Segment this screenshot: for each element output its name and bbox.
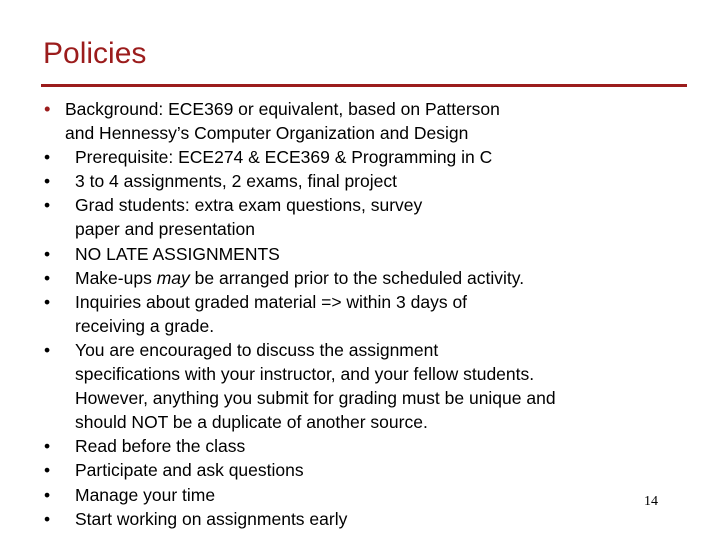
- bullet-item-participate: [44, 458, 556, 482]
- bullet-text-emphasis: may: [156, 267, 190, 288]
- bullet-item-no-late: [44, 242, 556, 266]
- bullet-text-continuation: should NOT be a duplicate of another source.: [75, 412, 428, 433]
- title-underline: [41, 84, 687, 87]
- bullet-icon: •: [44, 243, 51, 264]
- bullet-text: Inquiries about graded material => within 3 days of: [75, 291, 468, 312]
- bullet-item-inquiries: [44, 290, 556, 338]
- bullet-item-prerequisite: [44, 145, 556, 169]
- bullet-item-background: [44, 97, 556, 145]
- slide-title: Policies: [43, 37, 147, 70]
- bullet-icon: •: [44, 147, 51, 168]
- bullet-text-pre: Make-ups: [75, 267, 157, 288]
- page-number: 14: [644, 494, 658, 509]
- bullet-list: [44, 97, 556, 531]
- bullet-text: 3 to 4 assignments, 2 exams, final project: [75, 171, 397, 192]
- bullet-text: Start working on assignments early: [75, 508, 348, 529]
- bullet-item-manage-time: [44, 483, 556, 507]
- bullet-icon: •: [44, 171, 51, 192]
- bullet-item-read: [44, 434, 556, 458]
- bullet-text: You are encouraged to discuss the assignment: [75, 339, 439, 360]
- bullet-icon: •: [44, 291, 51, 312]
- bullet-text: Participate and ask questions: [75, 460, 304, 481]
- bullet-item-make-ups: [44, 266, 556, 290]
- bullet-icon: •: [44, 98, 51, 119]
- bullet-icon: •: [44, 267, 51, 288]
- bullet-icon: •: [44, 436, 51, 457]
- bullet-text-continuation: and Hennessy’s Computer Organization and Design: [65, 123, 469, 144]
- bullet-icon: •: [44, 460, 51, 481]
- bullet-text: Prerequisite: ECE274 & ECE369 & Programming in C: [75, 147, 493, 168]
- bullet-item-encouraged: [44, 338, 556, 434]
- bullet-text-post: be arranged prior to the scheduled activity.: [189, 267, 525, 288]
- bullet-item-assignments: [44, 169, 556, 193]
- bullet-item-start-early: [44, 507, 556, 531]
- bullet-icon: •: [44, 484, 51, 505]
- bullet-text-continuation: specifications with your instructor, and your fellow students.: [75, 364, 535, 385]
- bullet-text: Manage your time: [75, 484, 216, 505]
- bullet-text: Grad students: extra exam questions, survey: [75, 195, 423, 216]
- bullet-icon: •: [44, 508, 51, 529]
- bullet-text-continuation: receiving a grade.: [75, 315, 215, 336]
- bullet-text: NO LATE ASSIGNMENTS: [75, 243, 280, 264]
- bullet-icon: •: [44, 195, 51, 216]
- bullet-text: Read before the class: [75, 436, 246, 457]
- bullet-text: Background: ECE369 or equivalent, based on Patterson: [65, 99, 500, 119]
- bullet-item-grad-students: [44, 193, 556, 241]
- bullet-text-continuation: paper and presentation: [75, 219, 255, 240]
- bullet-icon: •: [44, 339, 51, 360]
- bullet-text-continuation: However, anything you submit for grading must be unique and: [75, 388, 556, 409]
